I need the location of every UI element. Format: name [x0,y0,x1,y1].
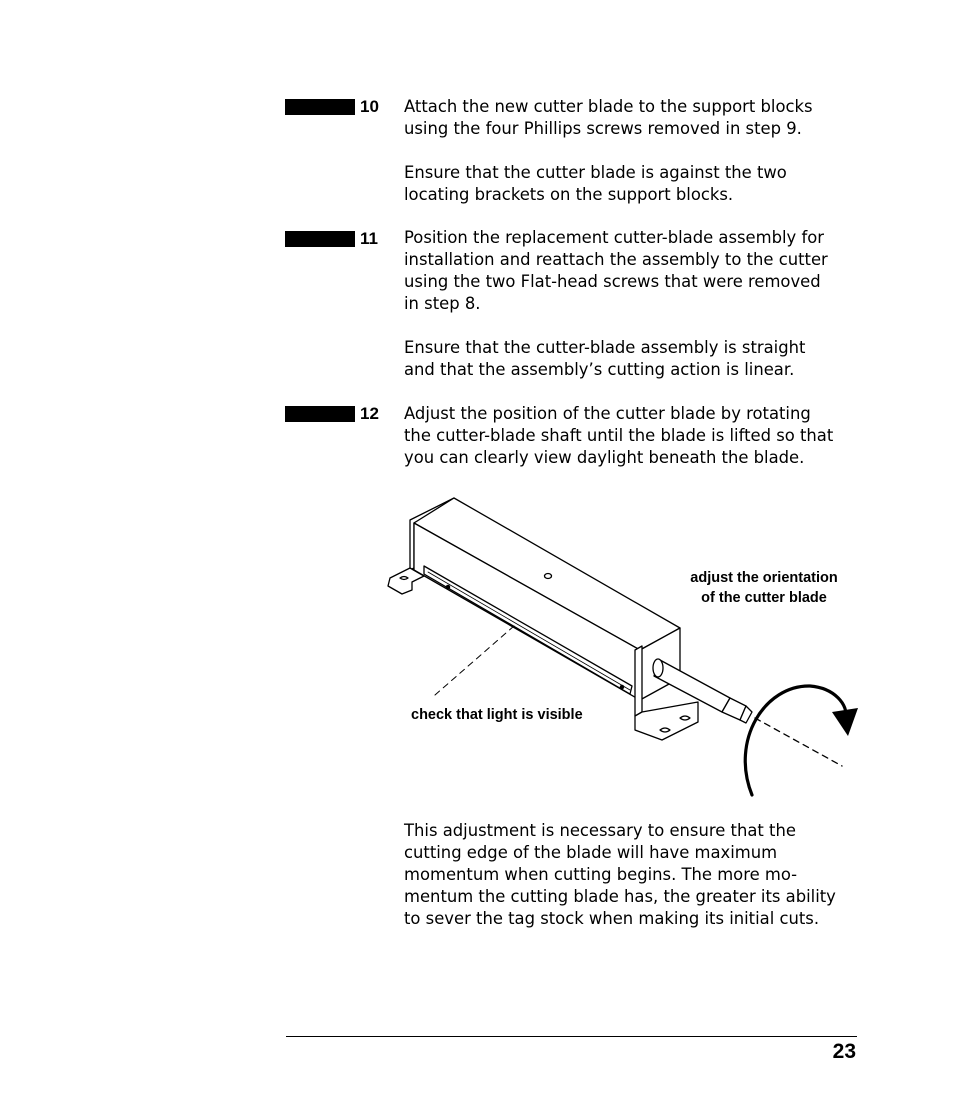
step-12-paragraph-1: Adjust the position of the cutter blade by rotating the cutter-blade shaft until the blade is lifted so that you can clearly view daylight beneath the blade. [404,404,834,467]
closing-paragraph: This adjustment is necessary to ensure that the cutting edge of the blade will have maximum momentum when cutting begins. The more mo- mentum the cutting blade has, the greater its ability to sever the tag stock when making its initial cuts. [404,821,836,928]
callout-check-light: check that light is visible [411,707,583,723]
step-12-marker-bar [285,406,355,422]
step-12-number: 12 [360,404,379,423]
callout-adjust-orientation: adjust the orientation of the cutter blade [690,570,838,606]
page-number: 23 [832,1040,856,1063]
step-11-number: 11 [360,229,378,248]
step-11-paragraph-2: Ensure that the cutter-blade assembly is straight and that the assembly’s cutting action is linear. [404,338,806,379]
cutter-blade-figure [380,490,880,810]
footer-rule [286,1036,857,1037]
step-11-marker-bar [285,231,355,247]
step-11-paragraph-1: Position the replacement cutter-blade assembly for installation and reattach the assembly to the cutter using the two Flat-head screws that were removed in step 8. [404,228,828,313]
step-10-paragraph-2: Ensure that the cutter blade is against the two locating brackets on the support blocks. [404,163,787,204]
cutter-assembly-illustration [380,490,880,810]
step-10-paragraph-1: Attach the new cutter blade to the support blocks using the four Phillips screws removed in step 9. [404,97,813,138]
step-10-number: 10 [360,97,379,116]
step-10-marker-bar [285,99,355,115]
